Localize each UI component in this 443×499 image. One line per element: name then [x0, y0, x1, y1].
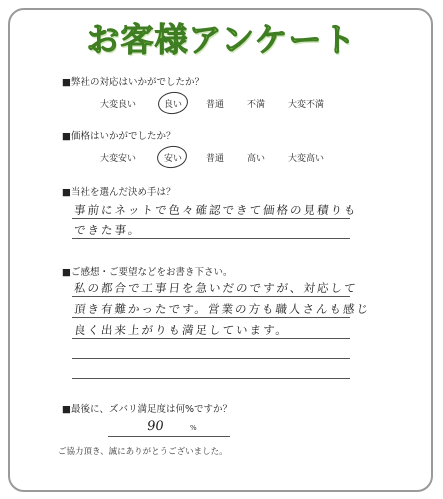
satisfaction-rule	[108, 436, 230, 437]
answer-rule-reason-2	[72, 238, 350, 239]
answer-rule-reason-1	[72, 218, 350, 219]
thanks-message: ご協力頂き、誠にありがとうございました。	[58, 447, 228, 457]
option-price-2: 普通	[205, 154, 225, 164]
option-service-3: 不満	[246, 100, 266, 110]
satisfaction-value: 90	[145, 419, 165, 434]
answer-rule-comments-4	[72, 358, 350, 359]
question-comments: ■ご感想・ご要望などをお書き下さい。	[62, 267, 233, 278]
option-price-1: 安い	[163, 154, 183, 164]
option-service-1: 良い	[163, 100, 183, 110]
answer-reason-line-1: 事前にネットで色々確認できて価格の見積りも	[73, 203, 359, 217]
answer-comments-line-3: 良く出来上がりも満足しています。	[73, 323, 290, 337]
answer-comments-line-1: 私の都合で工事日を急いだのですが、対応して	[73, 281, 359, 295]
answer-rule-comments-5	[72, 378, 350, 379]
question-satisfaction: ■最後に、ズバリ満足度は何%ですか？	[62, 404, 233, 415]
option-price-4: 大変高い	[287, 154, 325, 164]
option-service-2: 普通	[205, 100, 225, 110]
answer-rule-comments-3	[72, 338, 350, 339]
answer-rule-comments-1	[72, 296, 350, 297]
option-price-0: 大変安い	[99, 154, 137, 164]
answer-comments-line-2: 頂き有難かったです。営業の方も職人さんも感じ	[73, 302, 371, 316]
answer-reason-line-2: できた事。	[73, 223, 143, 237]
question-price: ■価格はいかがでしたか？	[62, 131, 176, 142]
question-reason: ■当社を選んだ決め手は？	[62, 187, 176, 198]
option-service-4: 大変不満	[287, 100, 325, 110]
option-service-0: 大変良い	[99, 100, 137, 110]
option-price-3: 高い	[246, 154, 266, 164]
satisfaction-unit: %	[190, 424, 197, 432]
question-service: ■弊社の対応はいかがでしたか？	[62, 77, 204, 88]
survey-title: お客様アンケート	[86, 20, 357, 59]
answer-rule-comments-2	[72, 317, 350, 318]
